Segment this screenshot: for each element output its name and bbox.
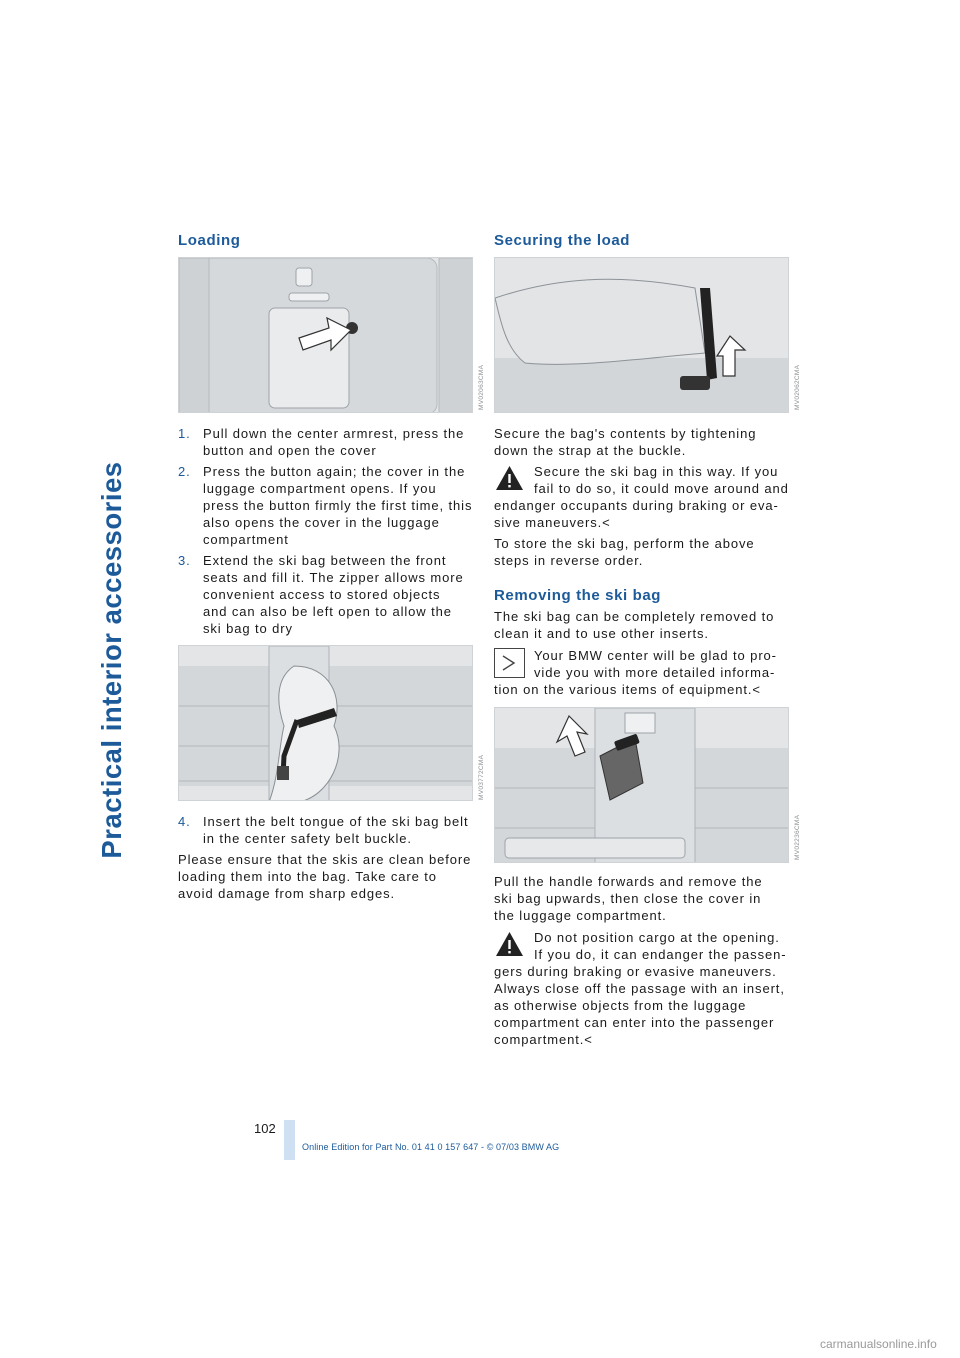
figure-code: MV03772CMA <box>478 754 485 800</box>
heading-removing-the-ski-bag: Removing the ski bag <box>494 587 662 604</box>
line: gers during braking or evasive maneuvers. <box>494 964 777 979</box>
line: Press the button again; the cover in the <box>203 464 466 479</box>
step-2 <box>178 463 473 548</box>
line: Secure the ski bag in this way. If you <box>534 464 779 479</box>
line: also opens the cover in the luggage <box>203 515 440 530</box>
info-bmw-center <box>494 647 794 698</box>
line: Pull down the center armrest, press the <box>203 426 465 441</box>
warning-cargo-opening <box>494 929 794 1048</box>
pull-handle-paragraph <box>494 873 794 924</box>
line: avoid damage from sharp edges. <box>178 886 396 901</box>
figure-remove-ski-bag <box>494 707 789 863</box>
line: in the center safety belt buckle. <box>203 831 412 846</box>
end-mark: < <box>584 1032 593 1047</box>
figure-open-armrest-cover <box>178 257 473 413</box>
side-title-text: Practical interior accessories <box>96 461 127 859</box>
line: Do not position cargo at the opening. <box>534 930 780 945</box>
securing-paragraph <box>494 425 790 459</box>
step-text <box>203 463 472 548</box>
step-text <box>203 813 468 847</box>
cleanliness-note <box>178 851 478 902</box>
line: press the button firmly the first time, this <box>203 498 473 513</box>
footer-bar <box>284 1120 295 1160</box>
line: tion on the various items of equipment. <box>494 682 753 697</box>
heading-securing-the-load: Securing the load <box>494 232 631 249</box>
edition-line: Online Edition for Part No. 01 41 0 157 647 - © 07/03 BMW AG <box>302 1142 560 1152</box>
line: Secure the bag's contents by tightening <box>494 426 757 441</box>
line: clean it and to use other inserts. <box>494 626 709 641</box>
step-3 <box>178 552 473 637</box>
step-number: 3. <box>178 553 191 568</box>
line: fail to do so, it could move around and <box>534 481 789 496</box>
line: ski bag upwards, then close the cover in <box>494 891 762 906</box>
store-paragraph <box>494 535 794 569</box>
line: To store the ski bag, perform the above <box>494 536 755 551</box>
figure-code: MV02062CMA <box>794 364 801 410</box>
line: vide you with more detailed informa- <box>534 665 776 680</box>
step-4 <box>178 813 473 847</box>
step-text <box>203 552 464 637</box>
heading-loading: Loading <box>178 232 241 249</box>
line: Please ensure that the skis are clean before <box>178 852 472 867</box>
removing-paragraph <box>494 608 794 642</box>
line: The ski bag can be completely removed to <box>494 609 775 624</box>
line: sive maneuvers. <box>494 515 603 530</box>
line: seats and fill it. The zipper allows more <box>203 570 464 585</box>
line: convenient access to stored objects <box>203 587 441 602</box>
warning-secure-ski-bag <box>494 463 794 531</box>
watermark: carmanualsonline.info <box>820 1337 937 1351</box>
page-number: 102 <box>254 1121 276 1136</box>
line: If you do, it can endanger the passen- <box>534 947 787 962</box>
line: and can also be left open to allow the <box>203 604 452 619</box>
line: Always close off the passage with an insert, <box>494 981 785 996</box>
line: Pull the handle forwards and remove the <box>494 874 763 889</box>
line: compartment. <box>494 1032 585 1047</box>
line: compartment <box>203 532 289 547</box>
step-number: 2. <box>178 464 191 479</box>
line: Insert the belt tongue of the ski bag belt <box>203 814 469 829</box>
line: the luggage compartment. <box>494 908 667 923</box>
line: as otherwise objects from the luggage <box>494 998 747 1013</box>
line: down the strap at the buckle. <box>494 443 687 458</box>
line: loading them into the bag. Take care to <box>178 869 437 884</box>
end-mark: < <box>602 515 611 530</box>
figure-code: MV02063CMA <box>478 364 485 410</box>
figure-code: MV02236CMA <box>794 814 801 860</box>
line: Extend the ski bag between the front <box>203 553 447 568</box>
line: button and open the cover <box>203 443 377 458</box>
step-number: 4. <box>178 814 191 829</box>
line: luggage compartment opens. If you <box>203 481 437 496</box>
step-number: 1. <box>178 426 191 441</box>
line: endanger occupants during braking or eva- <box>494 498 779 513</box>
step-1 <box>178 425 473 459</box>
figure-tighten-strap <box>494 257 789 413</box>
line: compartment can enter into the passenger <box>494 1015 775 1030</box>
line: Your BMW center will be glad to pro- <box>534 648 777 663</box>
line: steps in reverse order. <box>494 553 644 568</box>
figure-ski-bag-belt <box>178 645 473 801</box>
line: ski bag to dry <box>203 621 293 636</box>
step-text <box>203 425 464 459</box>
end-mark: < <box>752 682 761 697</box>
